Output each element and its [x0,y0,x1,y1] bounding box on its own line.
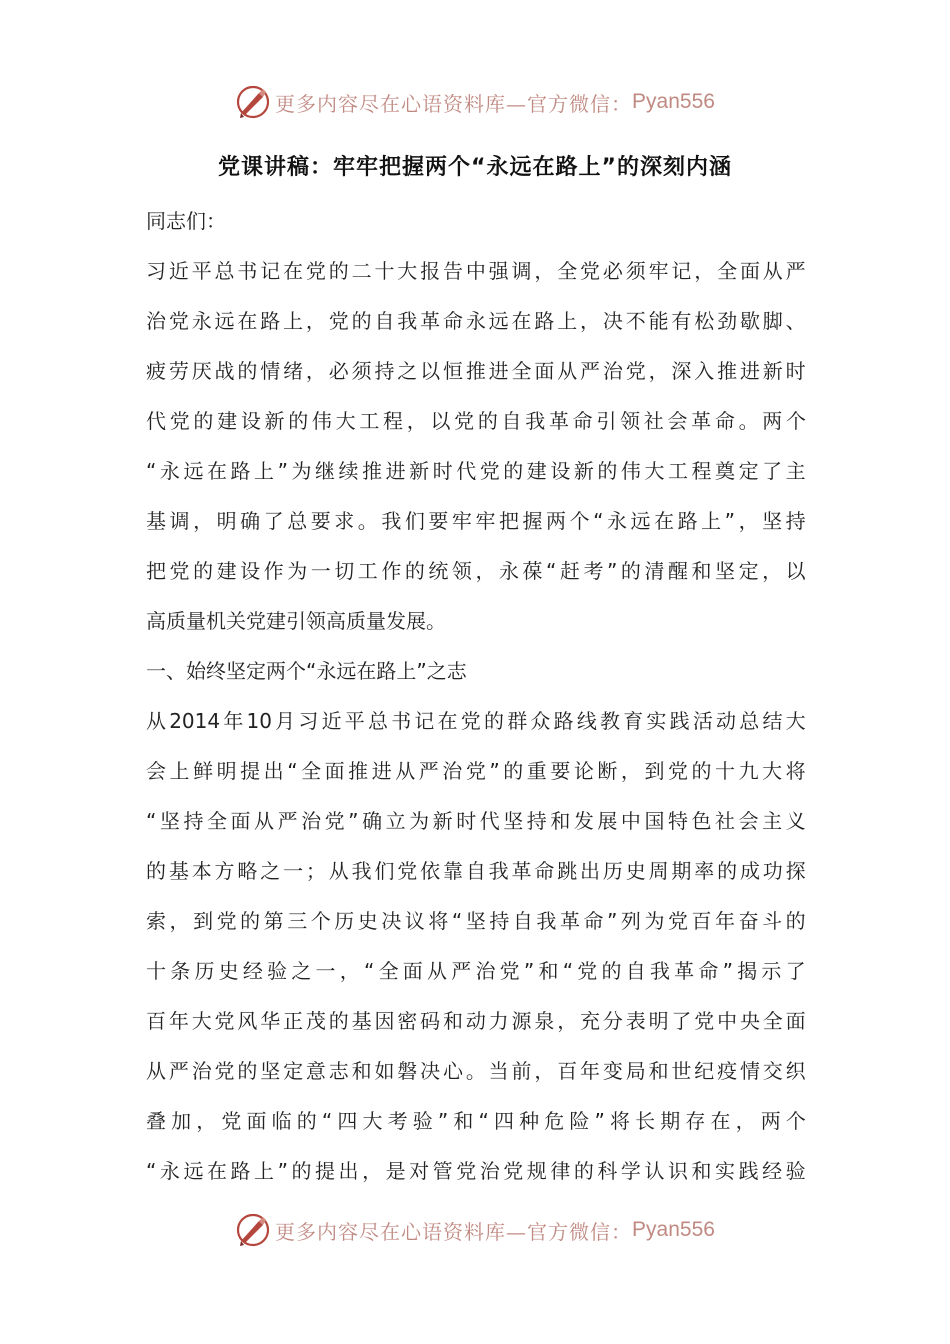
watermark-banner-bottom [0,1208,950,1252]
watermark-wechat-id: Pyan556 [632,1218,715,1241]
paragraph-line: 把 党 的 建 设 作 为 一 切 工 作 的 统 领 ， 永 葆 “ 赶 考 ” 的 清 醒 和 坚 定 ， 以 [146,559,806,583]
paragraph-line: 十 条 历 史 经 验 之 一 ， “ 全 面 从 严 治 党 ” 和 “ 党 的 自 我 革 命 ” 揭 示 了 [146,959,806,983]
paragraph-line: 会 上 鲜 明 提 出 “ 全 面 推 进 从 严 治 党 ” 的 重 要 论 断 ， 到 党 的 十 九 大 将 [146,759,806,783]
paragraph-line: 从 2014 年 10 月 习 近 平 总 书 记 在 党 的 群 众 路 线 教 育 实 践 活 动 总 结 大 [146,709,806,733]
watermark-banner-top [0,80,950,124]
salutation-line: 同志们： [146,209,226,233]
pen-logo-icon [235,1212,271,1248]
paragraph-line: 的 基 本 方 略 之 一 ； 从 我 们 党 依 靠 自 我 革 命 跳 出 历 史 周 期 率 的 成 功 探 [146,859,806,883]
pen-logo-icon [235,84,271,120]
paragraph-line: “ 永 远 在 路 上 ” 为 继 续 推 进 新 时 代 党 的 建 设 新 的 伟 大 工 程 奠 定 了 主 [146,459,806,483]
paragraph-line: “ 永 远 在 路 上 ” 的 提 出 ， 是 对 管 党 治 党 规 律 的 科 学 认 识 和 实 践 经 验 [146,1159,806,1183]
paragraph-line: 索 ， 到 党 的 第 三 个 历 史 决 议 将 “ 坚 持 自 我 革 命 ” 列 为 党 百 年 奋 斗 的 [146,909,806,933]
paragraph-line: 百 年 大 党 风 华 正 茂 的 基 因 密 码 和 动 力 源 泉 ， 充 分 表 明 了 党 中 央 全 面 [146,1009,806,1033]
watermark-text: 更多内容尽在心语资料库—官方微信： [275,1219,633,1244]
paragraph-line: “ 坚 持 全 面 从 严 治 党 ” 确 立 为 新 时 代 坚 持 和 发 展 中 国 特 色 社 会 主 义 [146,809,806,833]
paragraph-line: 叠 加 ， 党 面 临 的 “ 四 大 考 验 ” 和 “ 四 种 危 险 ” 将 长 期 存 在 ， 两 个 [146,1109,806,1133]
paragraph-line: 治 党 永 远 在 路 上 ， 党 的 自 我 革 命 永 远 在 路 上 ， 决 不 能 有 松 劲 歇 脚 、 [146,309,806,333]
document-body [146,196,806,1196]
watermark-text: 更多内容尽在心语资料库—官方微信： [275,91,633,116]
paragraph-last-line: 高质量机关党建引领高质量发展。 [146,609,446,633]
paragraph-line: 疲 劳 厌 战 的 情 绪 ， 必 须 持 之 以 恒 推 进 全 面 从 严 治 党 ， 深 入 推 进 新 时 [146,359,806,383]
paragraph-line: 习 近 平 总 书 记 在 党 的 二 十 大 报 告 中 强 调 ， 全 党 必 须 牢 记 ， 全 面 从 严 [146,259,806,283]
document-title: 党课讲稿：牢牢把握两个“永远在路上”的深刻内涵 [218,155,732,180]
watermark-wechat-id: Pyan556 [632,90,715,113]
paragraph-line: 从 严 治 党 的 坚 定 意 志 和 如 磐 决 心 。 当 前 ， 百 年 变 局 和 世 纪 疫 情 交 织 [146,1059,806,1083]
paragraph-line: 代 党 的 建 设 新 的 伟 大 工 程 ， 以 党 的 自 我 革 命 引 领 社 会 革 命 。 两 个 [146,409,806,433]
section-heading: 一、始终坚定两个“永远在路上”之志 [146,659,467,683]
paragraph-line: 基 调 ， 明 确 了 总 要 求 。 我 们 要 牢 牢 把 握 两 个 “ 永 远 在 路 上 ” ， 坚 持 [146,509,806,533]
